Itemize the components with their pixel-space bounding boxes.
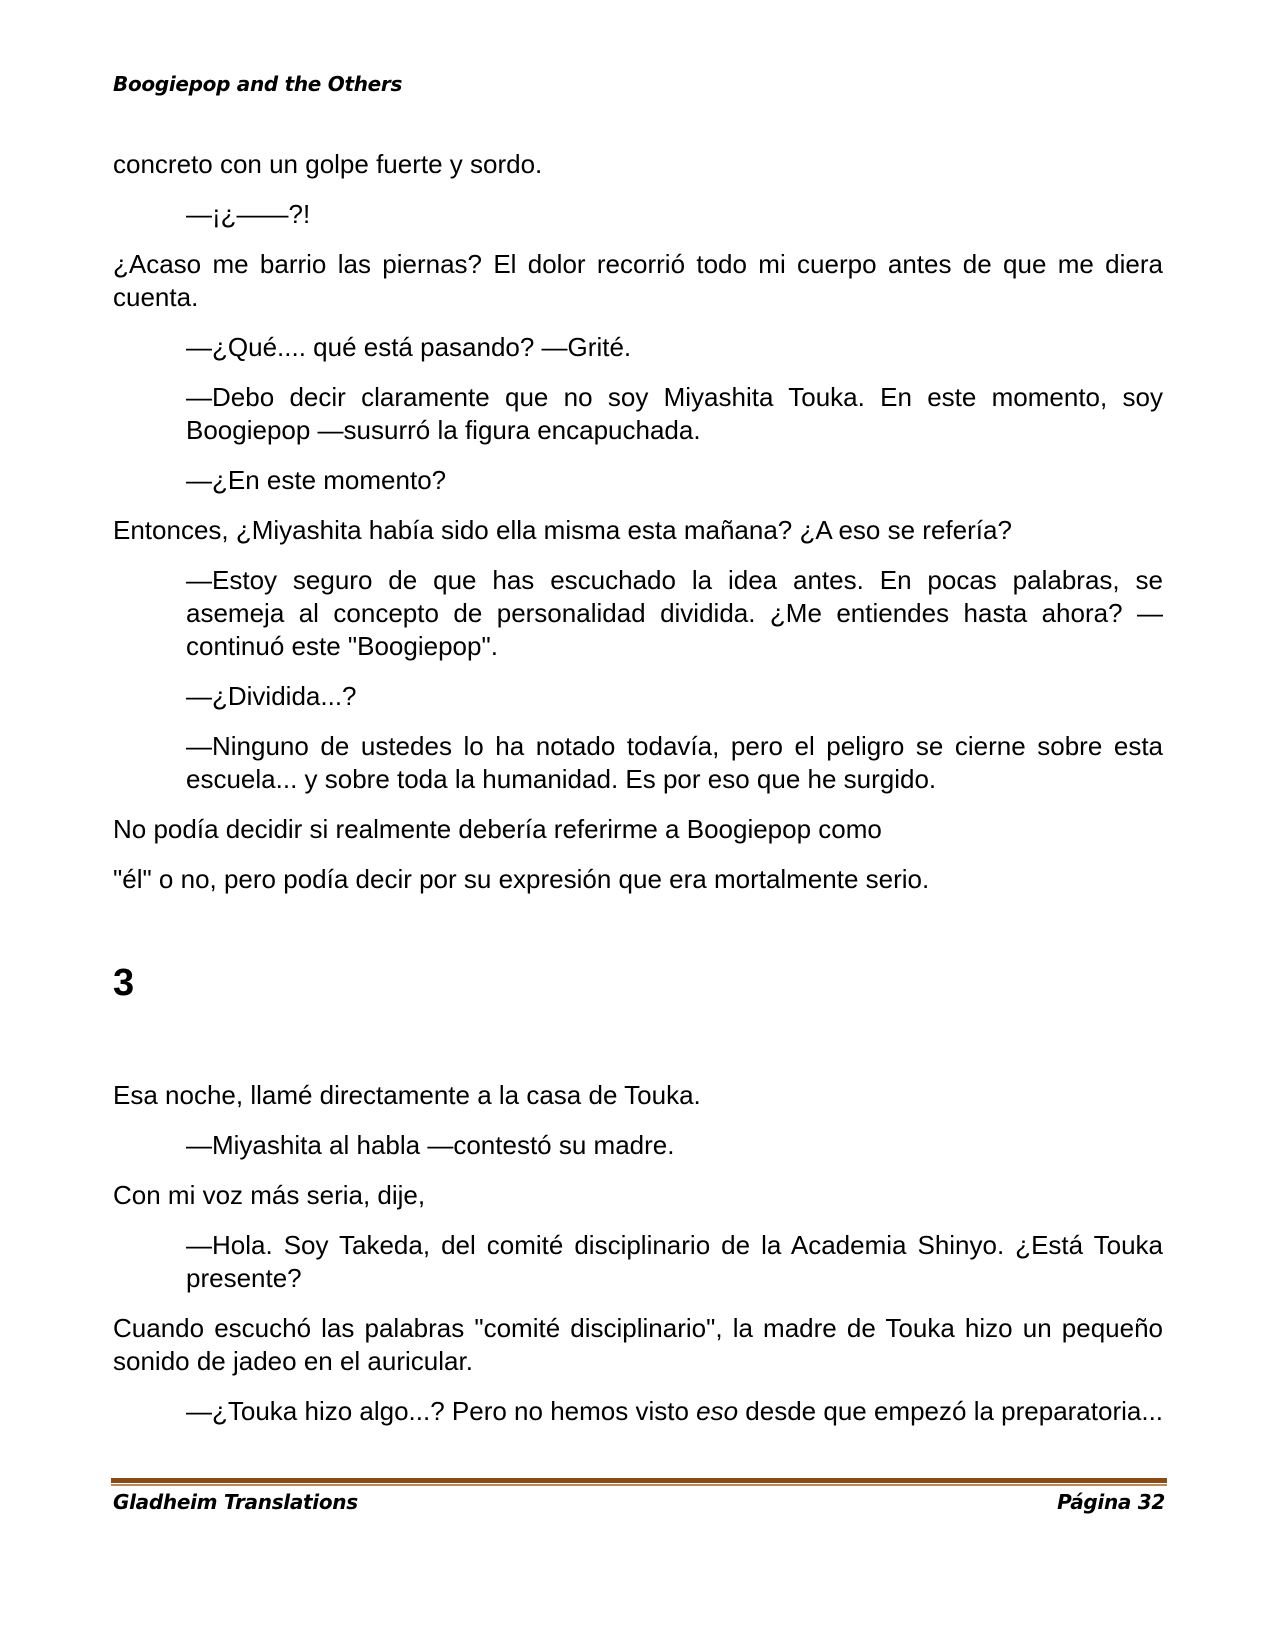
paragraph: Esa noche, llamé directamente a la casa de Touka. — [113, 1080, 701, 1110]
dialogue-paragraph: —¡¿——?! — [186, 199, 311, 229]
dialogue-paragraph: —Hola. Soy Takeda, del comité disciplinario de la Academia Shinyo. ¿Está Touka presente? — [186, 1230, 1163, 1293]
dialogue-paragraph: —Miyashita al habla —contestó su madre. — [186, 1130, 675, 1160]
paragraph: Cuando escuchó las palabras "comité disciplinario", la madre de Touka hizo un pequeño sonido de jadeo en el auricular. — [113, 1313, 1163, 1376]
dialogue-paragraph: —¿En este momento? — [186, 465, 447, 495]
paragraph: ¿Acaso me barrio las piernas? El dolor recorrió todo mi cuerpo antes de que me diera cuenta. — [113, 249, 1163, 312]
dialogue-paragraph: —Debo decir claramente que no soy Miyashita Touka. En este momento, soy Boogiepop —susurró la figura encapuchada. — [186, 382, 1163, 445]
page-body — [113, 148, 1163, 1445]
paragraph: concreto con un golpe fuerte y sordo. — [113, 149, 543, 179]
paragraph: Entonces, ¿Miyashita había sido ella misma esta mañana? ¿A eso se refería? — [113, 515, 1012, 545]
footer-divider — [111, 1478, 1167, 1487]
dialogue-paragraph: —Ninguno de ustedes lo ha notado todavía, pero el peligro se cierne sobre esta escuela... y sobre toda la humanidad. Es por eso que he surgido. — [186, 731, 1163, 794]
footer-divider-thin — [111, 1484, 1167, 1486]
paragraph: Con mi voz más seria, dije, — [113, 1180, 426, 1210]
paragraph: No podía decidir si realmente debería referirme a Boogiepop como — [113, 814, 882, 844]
chapter-number: 3 — [113, 962, 135, 1004]
footer-page-number: Página 32 — [1057, 1490, 1165, 1514]
emphasized-word: eso — [696, 1396, 739, 1426]
dialogue-paragraph: —¿Dividida...? — [186, 681, 357, 711]
paragraph-text-before: —¿Touka hizo algo...? Pero no hemos visto — [186, 1396, 697, 1426]
page-header-title: Boogiepop and the Others — [113, 72, 403, 96]
paragraph: "él" o no, pero podía decir por su expresión que era mortalmente serio. — [113, 864, 930, 894]
dialogue-paragraph: —¿Qué.... qué está pasando? —Grité. — [186, 332, 632, 362]
dialogue-paragraph: —Estoy seguro de que has escuchado la idea antes. En pocas palabras, se asemeja al concepto de personalidad dividida. ¿Me entiendes hasta ahora? —continuó este "Boogiepop". — [186, 565, 1163, 661]
paragraph-text-after: desde que empezó la preparatoria... — [738, 1396, 1164, 1426]
footer-translator: Gladheim Translations — [113, 1490, 358, 1514]
dialogue-paragraph — [186, 1395, 1163, 1428]
